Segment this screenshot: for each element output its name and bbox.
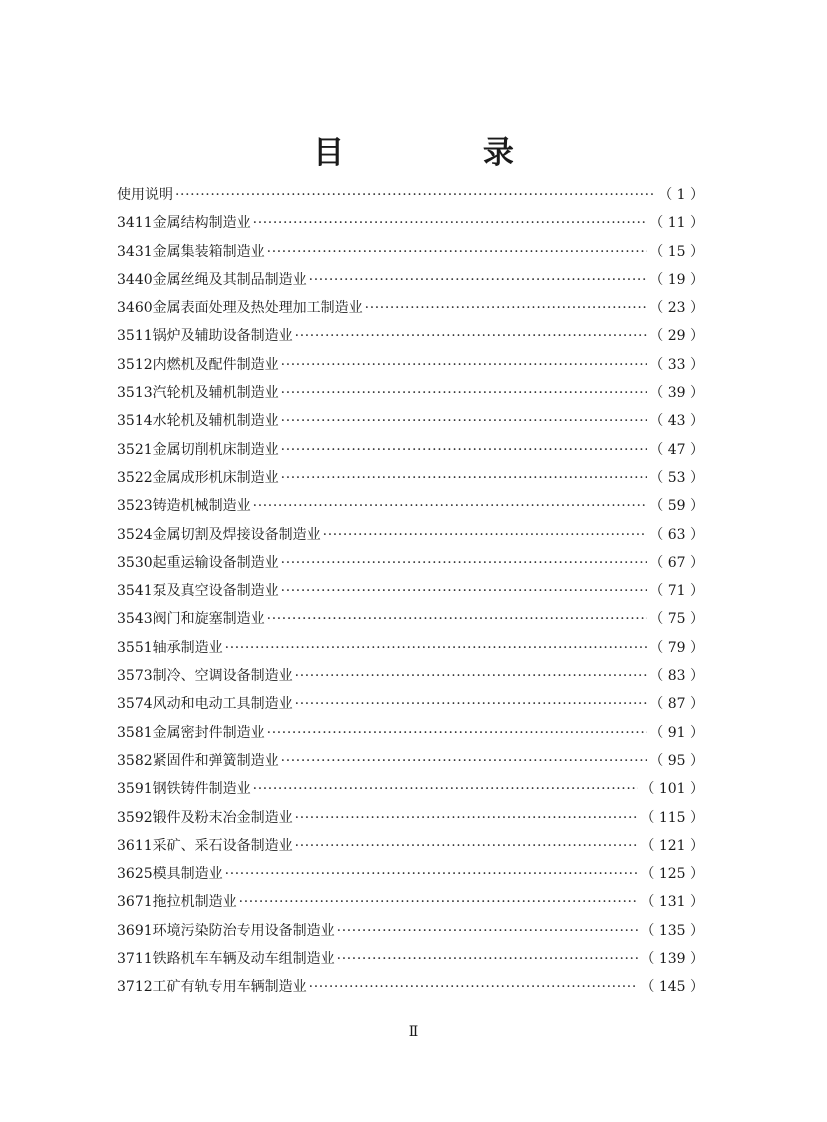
toc-entry[interactable] — [117, 351, 704, 379]
toc-entry-label: 3513汽轮机及辅机制造业 — [117, 385, 279, 402]
toc-entry-page: （ 71 ） — [649, 583, 704, 600]
toc-entry[interactable] — [117, 719, 704, 747]
toc-entry[interactable] — [117, 917, 704, 945]
toc-entry-page: （ 43 ） — [649, 413, 704, 430]
toc-entry-page: （ 47 ） — [649, 441, 704, 458]
toc-entry-label: 3522金属成形机床制造业 — [117, 469, 279, 486]
toc-entry[interactable] — [117, 804, 704, 832]
toc-dot-leader — [267, 719, 648, 747]
toc-entry-label: 3574风动和电动工具制造业 — [117, 696, 293, 713]
toc-entry-label: 3591钢铁铸件制造业 — [117, 781, 251, 798]
toc-entry[interactable] — [117, 832, 704, 860]
toc-dot-leader — [295, 322, 648, 350]
toc-entry-page: （ 115 ） — [640, 809, 704, 826]
toc-entry[interactable] — [117, 973, 704, 1001]
toc-dot-leader — [253, 492, 648, 520]
toc-entry[interactable] — [117, 775, 704, 803]
toc-entry[interactable] — [117, 605, 704, 633]
page-title: 目 录 — [313, 134, 578, 171]
toc-entry-label: 3530起重运输设备制造业 — [117, 554, 279, 571]
toc-entry[interactable] — [117, 860, 704, 888]
toc-entry[interactable] — [117, 492, 704, 520]
toc-dot-leader — [337, 917, 639, 945]
toc-entry[interactable] — [117, 436, 704, 464]
toc-dot-leader — [281, 351, 648, 379]
toc-entry-page: （ 29 ） — [649, 328, 704, 345]
toc-dot-leader — [281, 577, 648, 605]
toc-entry-page: （ 121 ） — [640, 837, 704, 854]
toc-entry-label: 3712工矿有轨专用车辆制造业 — [117, 979, 307, 996]
toc-entry[interactable] — [117, 266, 704, 294]
toc-entry-label: 3460金属表面处理及热处理加工制造业 — [117, 300, 363, 317]
toc-dot-leader — [225, 634, 648, 662]
toc-entry[interactable] — [117, 690, 704, 718]
toc-dot-leader — [337, 945, 639, 973]
toc-entry-page: （ 101 ） — [640, 781, 704, 798]
toc-dot-leader — [295, 690, 648, 718]
toc-entry-page: （ 33 ） — [649, 356, 704, 373]
toc-entry[interactable] — [117, 888, 704, 916]
toc-entry-label: 3711铁路机车车辆及动车组制造业 — [117, 951, 335, 968]
toc-dot-leader — [295, 832, 639, 860]
toc-entry-page: （ 63 ） — [649, 526, 704, 543]
toc-entry[interactable] — [117, 634, 704, 662]
toc-entry[interactable] — [117, 238, 704, 266]
toc-entry-page: （ 135 ） — [640, 922, 704, 939]
toc-entry[interactable] — [117, 747, 704, 775]
toc-entry[interactable] — [117, 549, 704, 577]
toc-entry[interactable] — [117, 407, 704, 435]
toc-entry-page: （ 145 ） — [640, 979, 704, 996]
toc-entry-page: （ 19 ） — [649, 271, 704, 288]
toc-entry-label: 3524金属切割及焊接设备制造业 — [117, 526, 321, 543]
toc-entry-page: （ 83 ） — [649, 668, 704, 685]
toc-entry[interactable] — [117, 294, 704, 322]
toc-dot-leader — [281, 407, 648, 435]
toc-entry[interactable] — [117, 322, 704, 350]
toc-dot-leader — [253, 209, 648, 237]
toc-dot-leader — [309, 973, 639, 1001]
toc-entry-page: （ 125 ） — [640, 866, 704, 883]
toc-entry-page: （ 53 ） — [649, 469, 704, 486]
toc-entry-label: 3431金属集装箱制造业 — [117, 243, 265, 260]
toc-entry[interactable] — [117, 521, 704, 549]
toc-entry-label: 3541泵及真空设备制造业 — [117, 583, 279, 600]
toc-dot-leader — [281, 436, 648, 464]
toc-entry-page: （ 1 ） — [658, 187, 704, 203]
toc-entry[interactable] — [117, 181, 704, 209]
toc-entry-page: （ 95 ） — [649, 752, 704, 769]
toc-entry-page: （ 59 ） — [649, 498, 704, 515]
toc-entry-label: 3671拖拉机制造业 — [117, 894, 237, 911]
toc-entry-label: 使用说明 — [117, 187, 173, 203]
toc-entry-label: 3514水轮机及辅机制造业 — [117, 413, 279, 430]
toc-entry[interactable] — [117, 464, 704, 492]
toc-dot-leader — [323, 521, 648, 549]
toc-dot-leader — [225, 860, 639, 888]
toc-dot-leader — [253, 775, 639, 803]
toc-entry[interactable] — [117, 379, 704, 407]
toc-entry[interactable] — [117, 662, 704, 690]
toc-dot-leader — [239, 888, 639, 916]
toc-entry-page: （ 23 ） — [649, 300, 704, 317]
toc-entry-page: （ 75 ） — [649, 611, 704, 628]
toc-entry-label: 3592锻件及粉末冶金制造业 — [117, 809, 293, 826]
toc-entry-label: 3440金属丝绳及其制品制造业 — [117, 271, 307, 288]
toc-dot-leader — [267, 238, 648, 266]
toc-entry[interactable] — [117, 577, 704, 605]
toc-entry-label: 3611采矿、采石设备制造业 — [117, 837, 293, 854]
toc-entry-label: 3625模具制造业 — [117, 866, 223, 883]
toc-entry-label: 3691环境污染防治专用设备制造业 — [117, 922, 335, 939]
toc-entry[interactable] — [117, 209, 704, 237]
toc-dot-leader — [281, 549, 648, 577]
page-number: Ⅱ — [408, 1024, 419, 1040]
toc-entry-page: （ 11 ） — [649, 215, 704, 232]
toc-entry-label: 3511锅炉及辅助设备制造业 — [117, 328, 293, 345]
toc-entry-label: 3543阀门和旋塞制造业 — [117, 611, 265, 628]
toc-entry-page: （ 67 ） — [649, 554, 704, 571]
toc-entry-page: （ 39 ） — [649, 385, 704, 402]
toc-dot-leader — [309, 266, 648, 294]
toc-entry-page: （ 91 ） — [649, 724, 704, 741]
toc-entry-label: 3512内燃机及配件制造业 — [117, 356, 279, 373]
toc-dot-leader — [281, 379, 648, 407]
toc-entry-label: 3581金属密封件制造业 — [117, 724, 265, 741]
toc-dot-leader — [295, 662, 648, 690]
toc-dot-leader — [365, 294, 648, 322]
toc-dot-leader — [295, 804, 639, 832]
toc-entry-label: 3573制冷、空调设备制造业 — [117, 668, 293, 685]
toc-entry-page: （ 139 ） — [640, 951, 704, 968]
toc-entry-page: （ 79 ） — [649, 639, 704, 656]
toc-entry[interactable] — [117, 945, 704, 973]
toc-entry-label: 3411金属结构制造业 — [117, 215, 251, 232]
toc-dot-leader — [175, 181, 656, 209]
toc-entry-label: 3523铸造机械制造业 — [117, 498, 251, 515]
toc-entry-page: （ 87 ） — [649, 696, 704, 713]
toc-dot-leader — [281, 464, 648, 492]
toc-dot-leader — [267, 605, 648, 633]
toc-entry-page: （ 131 ） — [640, 894, 704, 911]
table-of-contents — [117, 181, 704, 1002]
toc-entry-label: 3521金属切削机床制造业 — [117, 441, 279, 458]
toc-entry-label: 3582紧固件和弹簧制造业 — [117, 752, 279, 769]
toc-entry-label: 3551轴承制造业 — [117, 639, 223, 656]
toc-entry-page: （ 15 ） — [649, 243, 704, 260]
toc-dot-leader — [281, 747, 648, 775]
